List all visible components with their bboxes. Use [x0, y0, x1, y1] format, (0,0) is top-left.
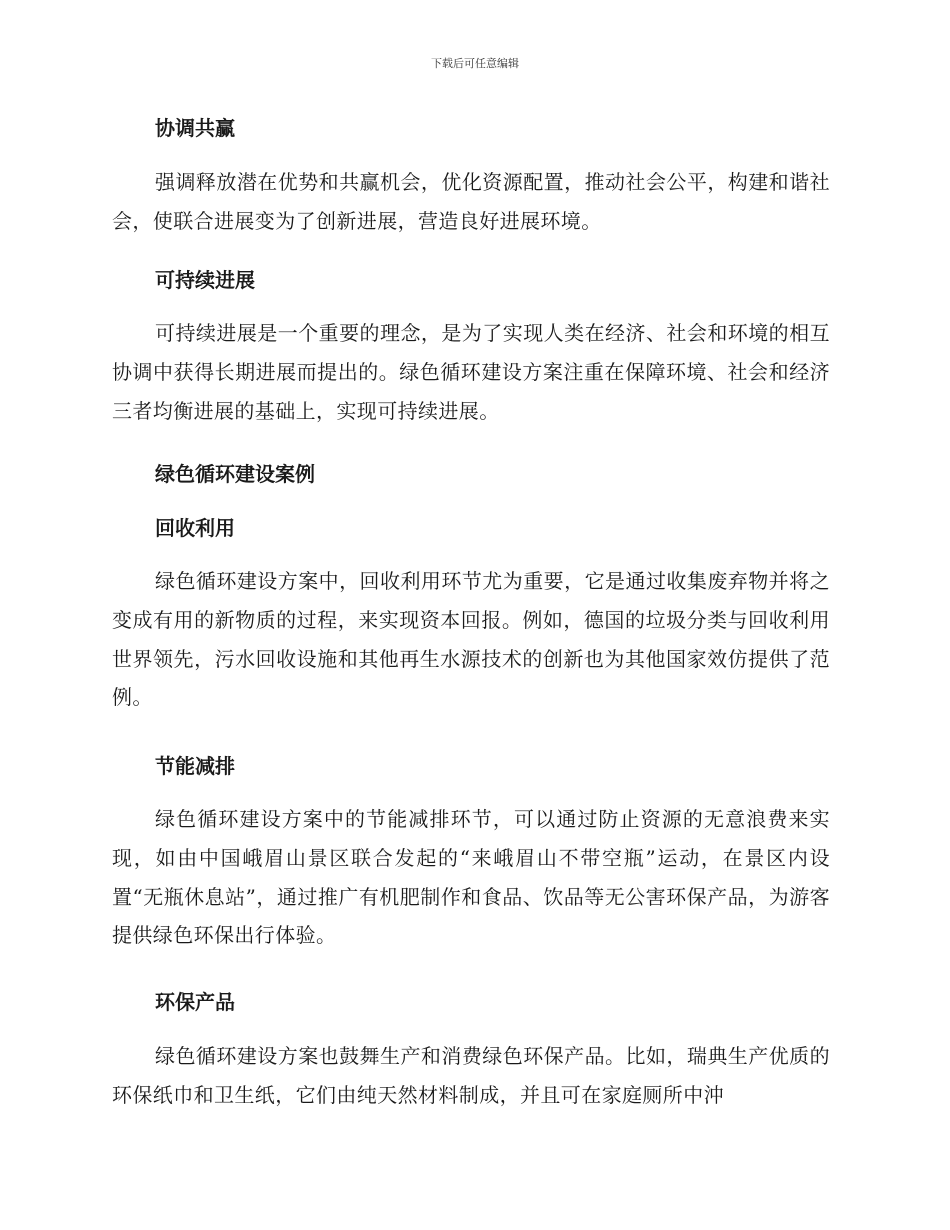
section-paragraph: 可持续进展是一个重要的理念，是为了实现人类在经济、社会和环境的相互协调中获得长期进展而提出的。绿色循环建设方案注重在保障环境、社会和经济三者均衡进展的基础上，实现可持续进展。 — [112, 321, 830, 423]
section-heading: 绿色循环建设案例 — [155, 462, 315, 486]
section-paragraph: 绿色循环建设方案中，回收利用环节尤为重要，它是通过收集废弃物并将之变成有用的新物质的过程，来实现资本回报。例如，德国的垃圾分类与回收利用世界领先，污水回收设施和其他再生水源技术的创新也为其他国家效仿提供了范例。 — [112, 569, 830, 710]
section-heading: 节能减排 — [155, 754, 235, 778]
section-heading: 可持续进展 — [155, 268, 255, 292]
section-paragraph: 强调释放潜在优势和共赢机会，优化资源配置，推动社会公平，构建和谐社会，使联合进展变为了创新进展，营造良好进展环境。 — [112, 170, 830, 233]
page-header: 下载后可任意编辑 — [431, 57, 519, 70]
section-paragraph: 绿色循环建设方案也鼓舞生产和消费绿色环保产品。比如，瑞典生产优质的环保纸巾和卫生纸，它们由纯天然材料制成，并且可在家庭厕所中沖 — [112, 1044, 830, 1107]
section-heading: 环保产品 — [155, 990, 235, 1014]
section-heading: 回收利用 — [155, 516, 235, 540]
section-heading: 协调共赢 — [155, 116, 235, 140]
section-paragraph: 绿色循环建设方案中的节能减排环节，可以通过防止资源的无意浪费来实现，如由中国峨眉山景区联合发起的“来峨眉山不带空瓶”运动，在景区内设置“无瓶休息站”，通过推广有机肥制作和食品、饮品等无公害环保产品，为游客提供绿色环保出行体验。 — [112, 807, 830, 948]
